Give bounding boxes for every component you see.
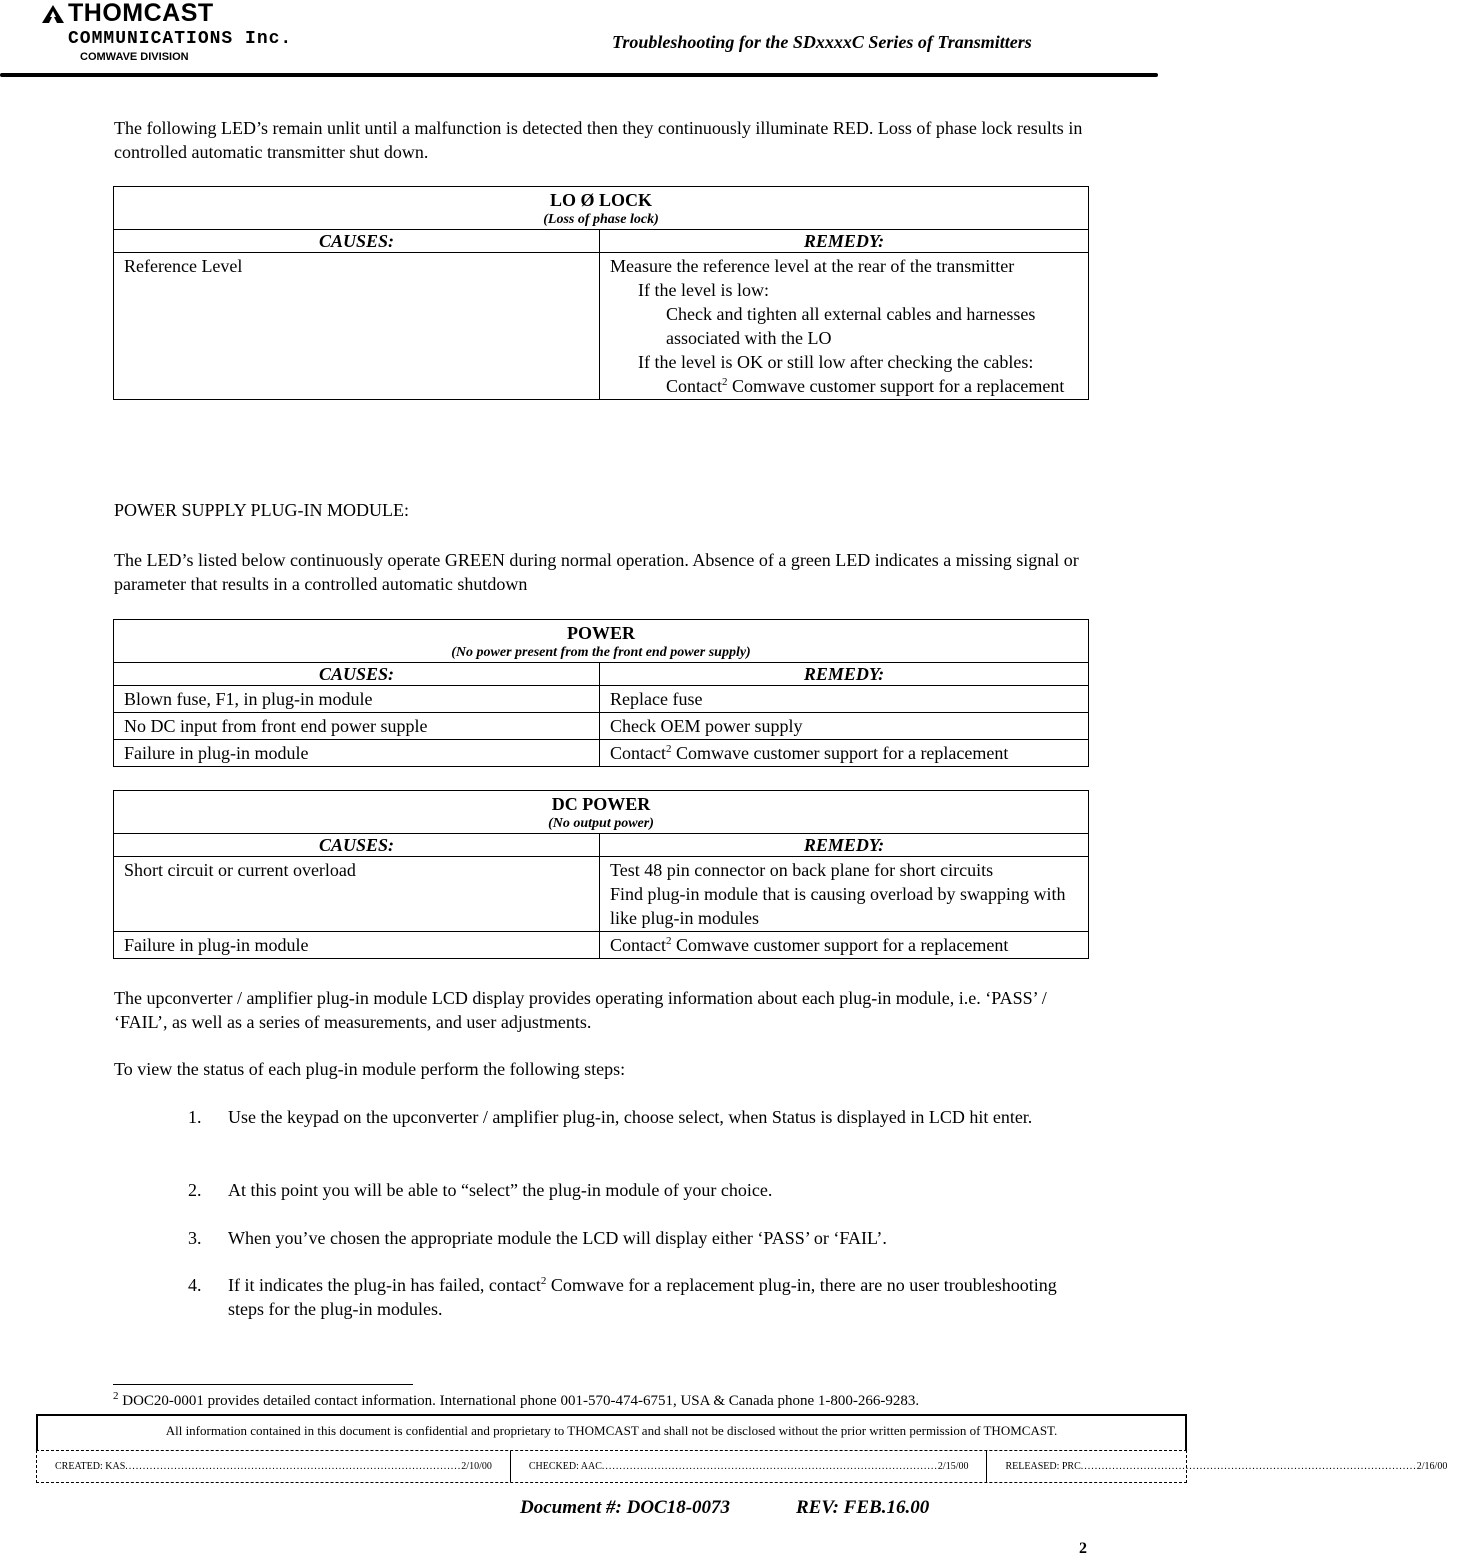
released-label: RELEASED: PRC [1005,1461,1081,1472]
cause-cell: Failure in plug-in module [114,740,600,766]
checked-cell [511,1451,988,1482]
remedy-text: Contact [610,935,666,955]
footnote-number: 2 [113,1390,119,1402]
step-text-part: If it indicates the plug-in has failed, contact [228,1275,541,1295]
step-number: 3. [188,1228,202,1248]
remedy-header: REMEDY: [803,835,885,855]
cause-cell: Failure in plug-in module [114,932,600,958]
remedy-cell: Check OEM power supply [610,716,803,736]
footnote-ref: 2 [540,1275,547,1287]
step-number: 2. [188,1180,202,1200]
thomcast-logo-icon [42,5,64,23]
list-item [188,1226,1088,1250]
list-item [188,1178,1088,1202]
remedy-line: Check and tighten all external cables and harnesses associated with the LO [666,304,1036,348]
causes-header: CAUSES: [114,834,600,856]
lo-lock-table [113,186,1089,400]
remedy-header: REMEDY: [803,664,885,684]
table-title: LO Ø LOCK [549,190,652,210]
table-subtitle: (No power present from the front end power supply) [451,645,751,660]
remedy-text: Comwave customer support for a replacement [727,376,1065,396]
dot-leader: ................................................................................................ [601,1461,938,1472]
footnote [113,1391,919,1411]
lo-lock-table-header [113,186,1089,230]
table-row [113,857,1089,932]
logo-main-text: THOMCAST [68,0,214,27]
created-date: 2/10/00 [461,1461,492,1472]
remedy-line: Measure the reference level at the rear of the transmitter [610,256,1015,276]
table-header-row [113,834,1089,857]
company-logo [42,0,214,26]
remedy-text: Contact [610,743,666,763]
cause-cell: Reference Level [114,253,600,399]
table-header-row [113,663,1089,686]
step-text: Use the keypad on the upconverter / amplifier plug-in, choose select, when Status is displayed in LCD hit enter. [228,1107,1033,1127]
power-supply-intro: The LED’s listed below continuously operate GREEN during normal operation. Absence of a green LED indicates a missing signal or parameter that results in a controlled automatic shutdown [114,550,1079,594]
remedy-line [610,374,1078,398]
dc-power-table-header [113,790,1089,834]
remedy-line: Test 48 pin connector on back plane for short circuits [610,860,994,880]
revision: REV: FEB.16.00 [796,1497,930,1518]
step-text-part: Comwave for a replacement plug-in, there are no user troubleshooting steps for the plug-in modules. [228,1275,1057,1319]
table-title: POWER [566,623,635,643]
remedy-cell: Replace fuse [610,689,703,709]
created-label: CREATED: KAS [55,1461,126,1472]
step-number: 4. [188,1275,202,1295]
footnote-ref: 2 [666,743,672,755]
step-text: At this point you will be able to “select” the plug-in module of your choice. [228,1180,773,1200]
step-number: 1. [188,1107,202,1127]
footnote-ref: 2 [666,935,672,947]
power-supply-heading: POWER SUPPLY PLUG-IN MODULE: [114,500,410,520]
table-row [113,253,1089,400]
remedy-cell [600,932,1088,958]
logo-division-text: COMWAVE DIVISION [80,51,189,63]
remedy-header: REMEDY: [803,231,885,251]
document-header-title: Troubleshooting for the SDxxxxC Series of Transmitters [612,32,1032,52]
step-text [228,1273,1088,1321]
power-table [113,619,1089,767]
causes-header: CAUSES: [114,663,600,685]
remedy-text: Comwave customer support for a replacement [671,935,1009,955]
logo-sub-text: COMMUNICATIONS Inc. [68,29,293,49]
cause-cell: Short circuit or current overload [114,857,600,931]
list-item [188,1105,1088,1129]
footnote-text: DOC20-0001 provides detailed contact information. International phone 001-570-474-6751, USA & Canada phone 1-800-266-9283. [118,1393,920,1409]
checked-date: 2/15/00 [937,1461,969,1472]
table-header-row [113,230,1089,253]
table-row [113,713,1089,740]
header-rule [0,73,1158,77]
table-row [113,686,1089,713]
status-paragraph: To view the status of each plug-in module perform the following steps: [114,1059,626,1079]
remedy-line: If the level is low: [638,280,769,300]
intro-paragraph: The following LED’s remain unlit until a malfunction is detected then they continuously illuminate RED. Loss of phase lock results in controlled automatic transmitter shut down. [114,118,1083,162]
causes-header: CAUSES: [114,230,600,252]
table-row [113,740,1089,767]
table-subtitle: (Loss of phase lock) [543,212,659,227]
checked-label: CHECKED: AAC [528,1461,602,1472]
dot-leader: ................................................................................................ [125,1461,462,1472]
upconverter-paragraph: The upconverter / amplifier plug-in module LCD display provides operating information about each plug-in module, i.e. ‘PASS’ / ‘FAIL’, as well as a series of measurements, and user adjustments. [114,988,1047,1032]
table-row [113,932,1089,959]
page-number: 2 [1079,1540,1087,1557]
remedy-line: Find plug-in module that is causing overload by swapping with like plug-in modules [610,884,1066,928]
confidentiality-notice: All information contained in this document is confidential and proprietary to THOMCAST and shall not be disclosed without the prior written permission of THOMCAST. [36,1414,1187,1450]
remedy-cell [600,740,1088,766]
power-table-header [113,619,1089,663]
footnote-ref: 2 [722,376,728,388]
cause-cell: No DC input from front end power supple [114,713,600,739]
remedy-text: Comwave customer support for a replacement [671,743,1009,763]
remedy-cell [600,253,1088,399]
created-cell [37,1451,511,1482]
remedy-text: Contact [666,376,722,396]
dot-leader: ................................................................................................ [1080,1461,1417,1472]
table-title: DC POWER [551,794,651,814]
list-item [188,1273,1088,1321]
dc-power-table [113,790,1089,959]
footnote-rule [113,1384,413,1385]
released-date: 2/16/00 [1416,1461,1448,1472]
table-subtitle: (No output power) [548,816,654,831]
cause-cell: Blown fuse, F1, in plug-in module [114,686,600,712]
step-text: When you’ve chosen the appropriate module the LCD will display either ‘PASS’ or ‘FAIL’. [228,1228,887,1248]
remedy-cell [600,857,1088,931]
document-number: Document #: DOC18-0073 [520,1497,731,1518]
remedy-line: If the level is OK or still low after checking the cables: [638,352,1034,372]
signature-bar [36,1450,1448,1483]
released-cell [987,1451,1465,1482]
